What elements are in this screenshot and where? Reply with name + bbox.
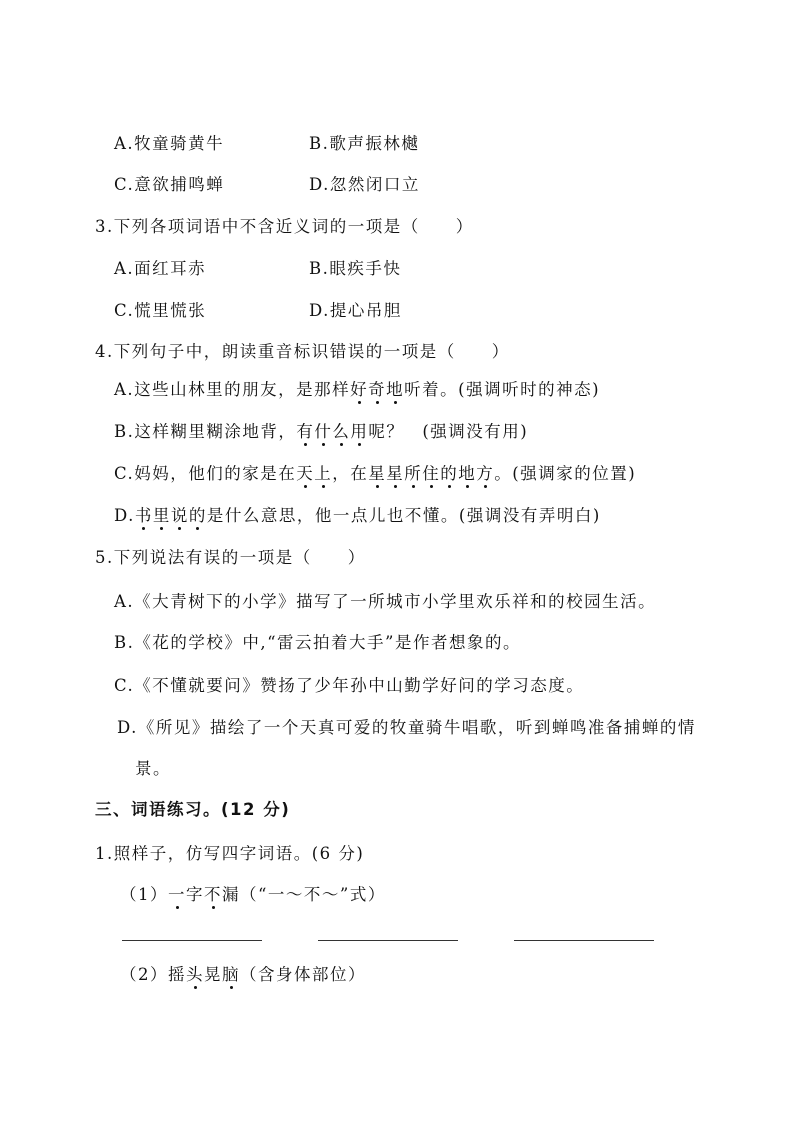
q5-option-d-line1: D.《所见》描绘了一个天真可爱的牧童骑牛唱歌，听到蝉鸣准备捕蝉的情 (117, 718, 696, 737)
q4-c-text-mid: ，在 (332, 464, 369, 483)
item-1-char-1: 一 (168, 885, 186, 904)
emphasis-char: 地 (458, 464, 477, 483)
q2-option-c: C.意欲捕鸣蝉 (114, 175, 225, 194)
q4-option-b (114, 421, 528, 443)
q4-d-emphasis (135, 506, 207, 525)
emphasis-char: 上 (314, 464, 333, 483)
emphasis-char: 里 (152, 506, 171, 525)
item-1-rest: 漏（“一～不～”式） (222, 885, 386, 904)
emphasis-char: 好 (350, 380, 369, 399)
item-1-char-2: 字 (186, 885, 204, 904)
q4-b-text-end: 呢？ (强调没有用) (368, 422, 529, 441)
emphasis-char: 天 (296, 464, 315, 483)
item-2-rest: （含身体部位） (240, 965, 366, 984)
emphasis-char: 奇 (368, 380, 387, 399)
emphasis-char: 什 (314, 422, 333, 441)
q4-a-text-end: 听着。(强调听时的神态) (404, 380, 601, 399)
item-2-char-3: 脑 (222, 965, 240, 984)
emphasis-char: 书 (134, 506, 153, 525)
item-2-char-2: 晃 (204, 965, 222, 984)
emphasis-char: 住 (422, 464, 441, 483)
item-1-number: （1） (120, 885, 168, 904)
q3-option-d: D.提心吊胆 (309, 301, 402, 320)
section-3-item-2 (120, 964, 366, 986)
emphasis-char: 星 (386, 464, 405, 483)
q3-option-b: B.眼疾手快 (309, 259, 402, 278)
emphasis-char: 的 (188, 506, 207, 525)
q5-option-b: B.《花的学校》中,“雷云拍着大手”是作者想象的。 (114, 633, 521, 652)
q4-c-emphasis-2 (368, 464, 494, 483)
section-3-title: 三、词语练习。(12 分) (95, 800, 291, 819)
q4-c-emphasis-1 (296, 464, 332, 483)
answer-blank-3[interactable] (514, 940, 654, 941)
section-3-item-1 (120, 884, 386, 906)
q4-b-emphasis (296, 422, 368, 441)
q2-option-d: D.忽然闭口立 (309, 175, 420, 194)
q4-d-text-end: 是什么意思，他一点儿也不懂。(强调没有弄明白) (206, 506, 601, 525)
q4-option-a (114, 379, 600, 401)
emphasis-char: 么 (332, 422, 351, 441)
q5-stem: 5.下列说法有误的一项是（ ） (95, 548, 366, 567)
q5-option-d-line2: 景。 (135, 759, 171, 778)
emphasis-char: 说 (170, 506, 189, 525)
emphasis-char: 星 (368, 464, 387, 483)
emphasis-char: 的 (440, 464, 459, 483)
q5-option-a: A.《大青树下的小学》描写了一所城市小学里欢乐祥和的校园生活。 (114, 592, 657, 611)
q2-option-a: A.牧童骑黄牛 (114, 134, 225, 153)
section-3-q1-stem: 1.照样子，仿写四字词语。(6 分) (95, 844, 365, 863)
q4-d-label: D. (114, 506, 135, 525)
q4-a-emphasis (350, 380, 404, 399)
q4-a-text: A.这些山林里的朋友，是那样 (114, 380, 351, 399)
q3-stem: 3.下列各项词语中不含近义词的一项是（ ） (95, 217, 474, 236)
answer-blank-2[interactable] (318, 940, 458, 941)
item-2-char-1: 头 (186, 965, 204, 984)
answer-blank-1[interactable] (122, 940, 262, 941)
emphasis-char: 所 (404, 464, 423, 483)
q4-option-c (114, 463, 636, 485)
q3-option-c: C.慌里慌张 (114, 301, 207, 320)
item-1-char-3: 不 (204, 885, 222, 904)
q4-c-text: C.妈妈，他们的家是在 (114, 464, 297, 483)
emphasis-char: 用 (350, 422, 369, 441)
emphasis-char: 地 (386, 380, 405, 399)
emphasis-char: 有 (296, 422, 315, 441)
item-2-number: （2）摇 (120, 965, 186, 984)
emphasis-char: 方 (476, 464, 495, 483)
q4-stem: 4.下列句子中，朗读重音标识错误的一项是（ ） (95, 342, 510, 361)
q4-c-text-end: 。(强调家的位置) (494, 464, 637, 483)
q2-option-b: B.歌声振林樾 (309, 134, 420, 153)
q4-option-d (114, 505, 601, 527)
q3-option-a: A.面红耳赤 (114, 259, 207, 278)
q5-option-c: C.《不懂就要问》赞扬了少年孙中山勤学好问的学习态度。 (114, 676, 585, 695)
q4-b-text: B.这样糊里糊涂地背， (114, 422, 297, 441)
